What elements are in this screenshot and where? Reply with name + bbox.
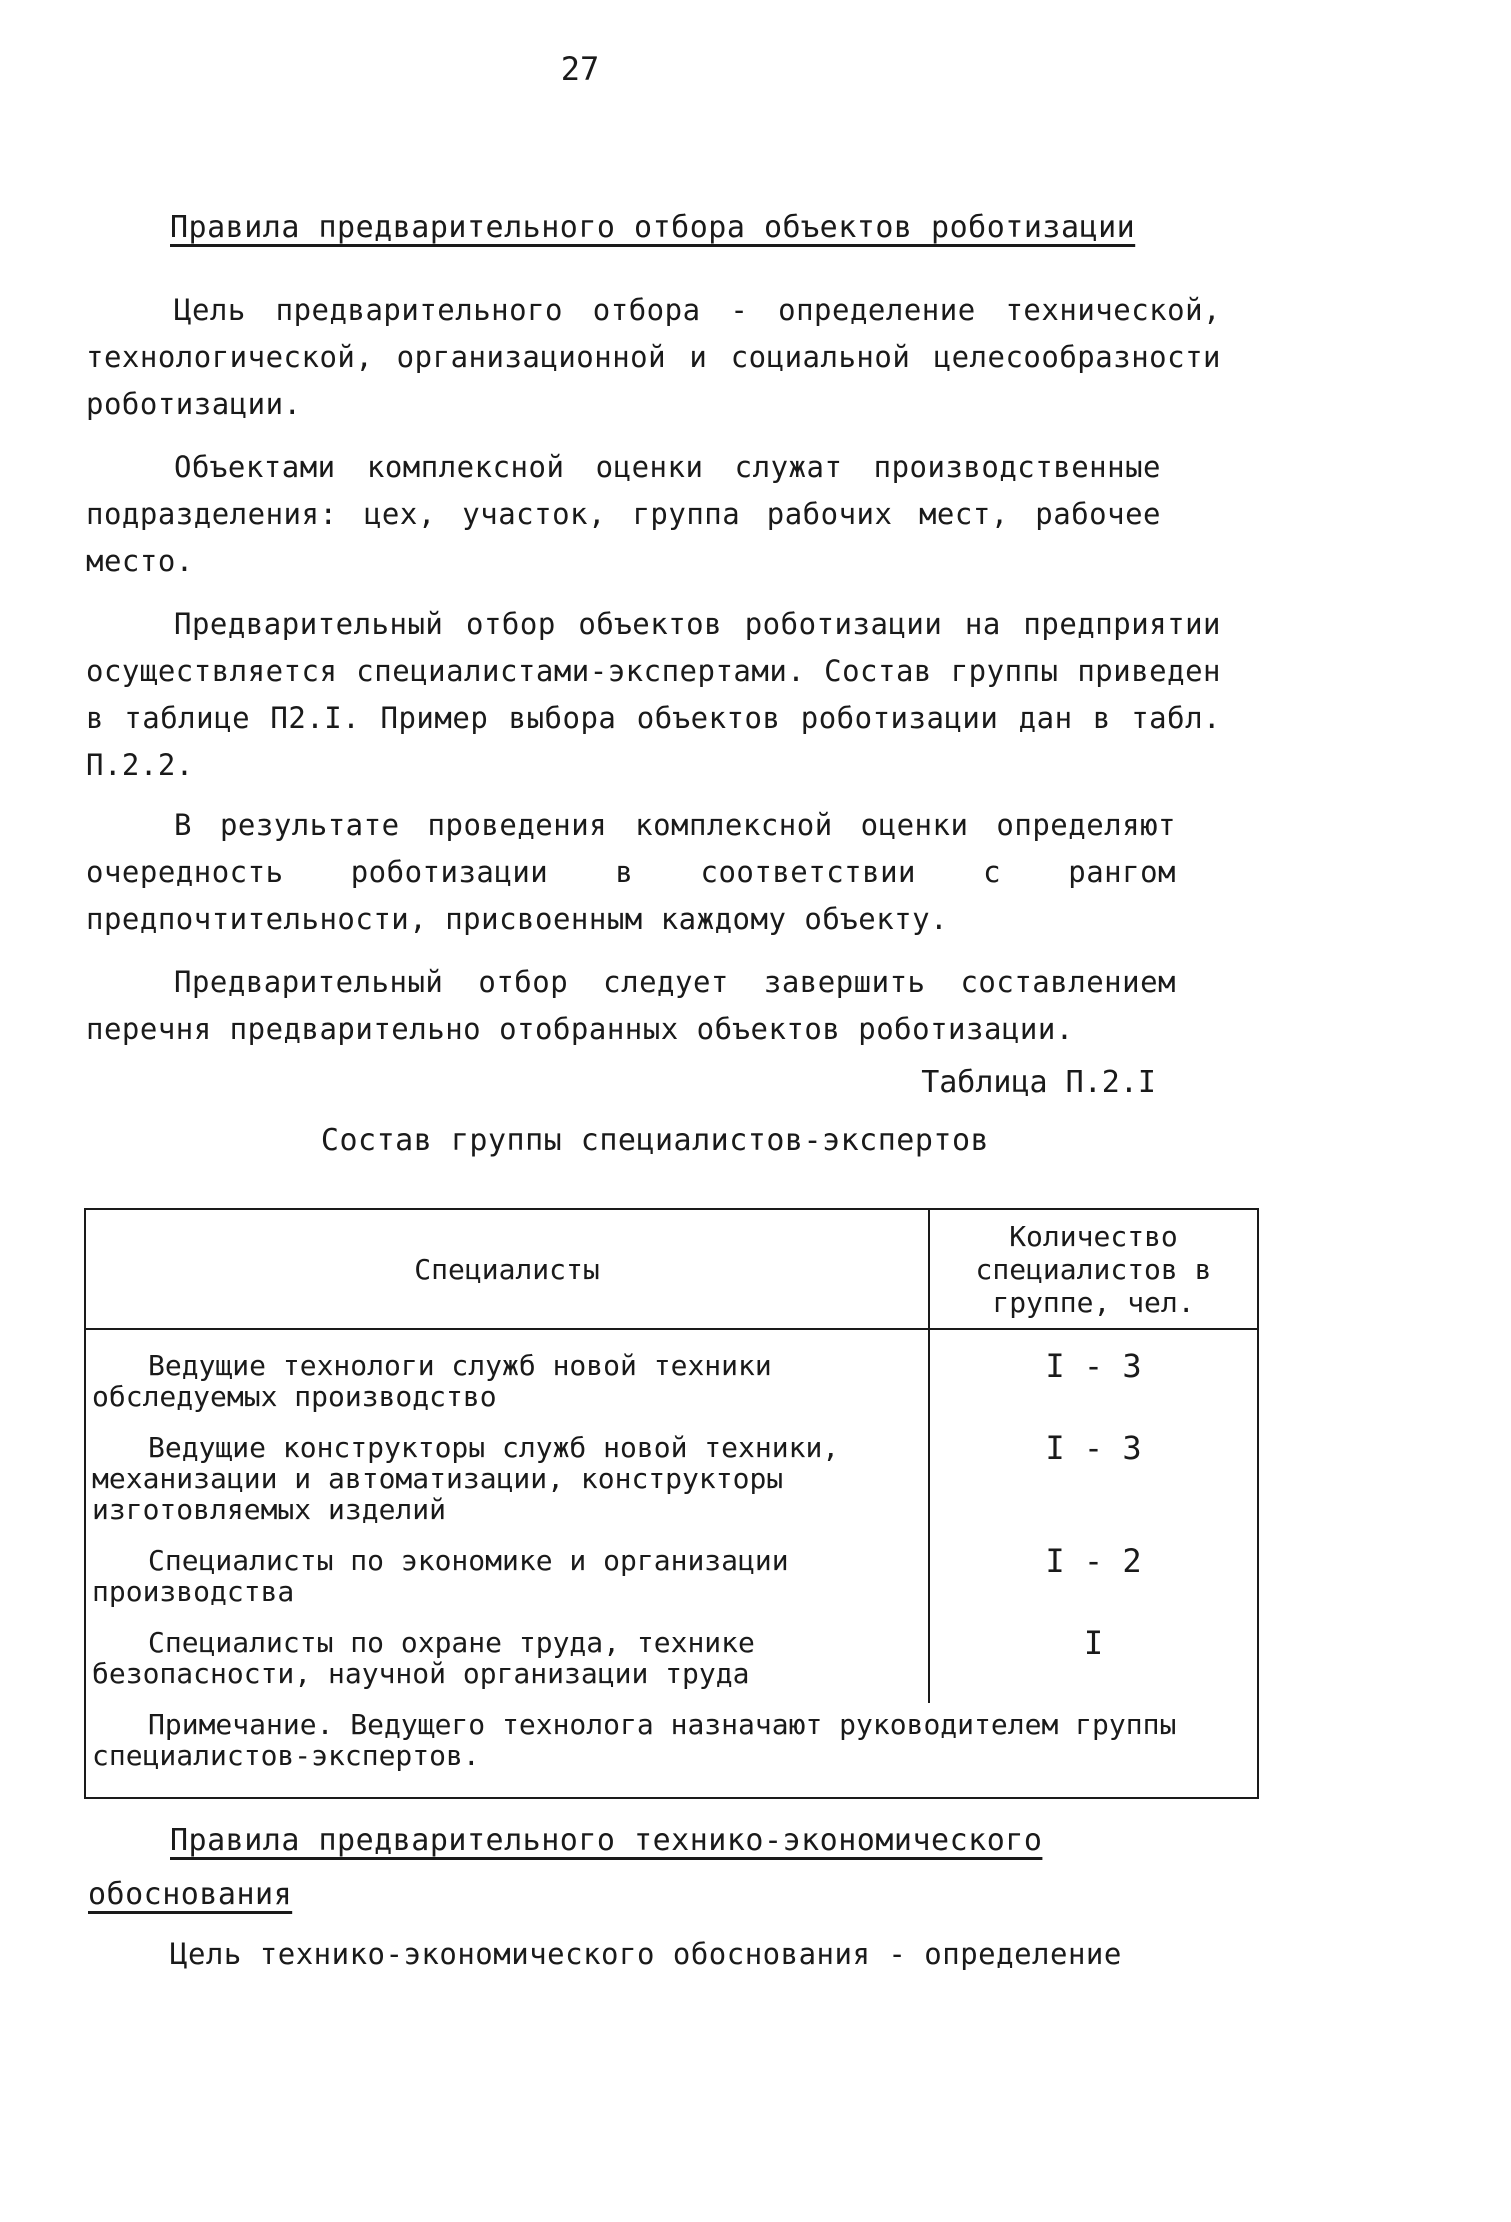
section-heading-2 <box>88 1814 1170 1922</box>
section-heading: Правила предварительного отбора объектов роботизации <box>170 210 1136 245</box>
cell-count: I - 3 <box>1045 1347 1142 1385</box>
header-specialists: Специалисты <box>85 1209 929 1329</box>
page-number: 27 <box>560 50 600 88</box>
table-row <box>85 1525 1258 1607</box>
paragraph-5 <box>86 959 1176 1053</box>
paragraph-text: В результате проведения комплексной оценки определяют очередность роботизации в соответствии с рангом предпочтительности, присвоенным каждому объекту. <box>86 808 1176 936</box>
paragraph-4 <box>86 802 1176 943</box>
paragraph-6: Цель технико-экономического обоснования - определение <box>170 1937 1122 1971</box>
table-note: Примечание. Ведущего технолога назначают руководителем группы специалистов-экспертов. <box>92 1708 1177 1772</box>
experts-table <box>84 1208 1259 1799</box>
table-caption: Состав группы специалистов-экспертов <box>320 1123 990 1158</box>
paragraph-text: Цель предварительного отбора - определение технической, технологической, организационной и социальной целесообразности роботизации. <box>86 293 1221 421</box>
cell-count: I - 2 <box>1045 1542 1142 1580</box>
paragraph-text: Предварительный отбор объектов роботизации на предприятии осуществляется специалистами-экспертами. Состав группы приведен в таблице П2.I. Пример выбора объектов роботизации дан в табл. П.2.2. <box>86 607 1221 782</box>
table-row <box>85 1412 1258 1525</box>
heading-line: Правила предварительного технико-экономического <box>170 1823 1043 1858</box>
paragraph-1 <box>86 287 1221 428</box>
table-note-row <box>85 1703 1258 1798</box>
paragraph-2 <box>86 444 1161 585</box>
table-row <box>85 1607 1258 1703</box>
table-label: Таблица П.2.I <box>921 1065 1156 1100</box>
cell-count: I - 3 <box>1045 1429 1142 1467</box>
cell-specialists: Ведущие конструкторы служб новой техники, механизации и автоматизации, конструкторы изготовляемых изделий <box>92 1431 840 1526</box>
paragraph-text: Предварительный отбор следует завершить составлением перечня предварительно отобранных объектов роботизации. <box>86 965 1176 1046</box>
table-header-row <box>85 1209 1258 1329</box>
heading-line: обоснования <box>88 1877 293 1912</box>
cell-specialists: Специалисты по экономике и организации производства <box>92 1544 789 1608</box>
cell-count: I <box>1083 1624 1104 1662</box>
header-count: Количество специалистов в группе, чел. <box>929 1209 1258 1329</box>
cell-specialists: Ведущие технологи служб новой техники обследуемых производство <box>92 1349 772 1413</box>
table-row <box>85 1329 1258 1412</box>
cell-specialists: Специалисты по охране труда, технике безопасности, научной организации труда <box>92 1626 755 1690</box>
paragraph-text: Объектами комплексной оценки служат производственные подразделения: цех, участок, группа рабочих мест, рабочее место. <box>86 450 1161 578</box>
paragraph-3 <box>86 601 1221 789</box>
